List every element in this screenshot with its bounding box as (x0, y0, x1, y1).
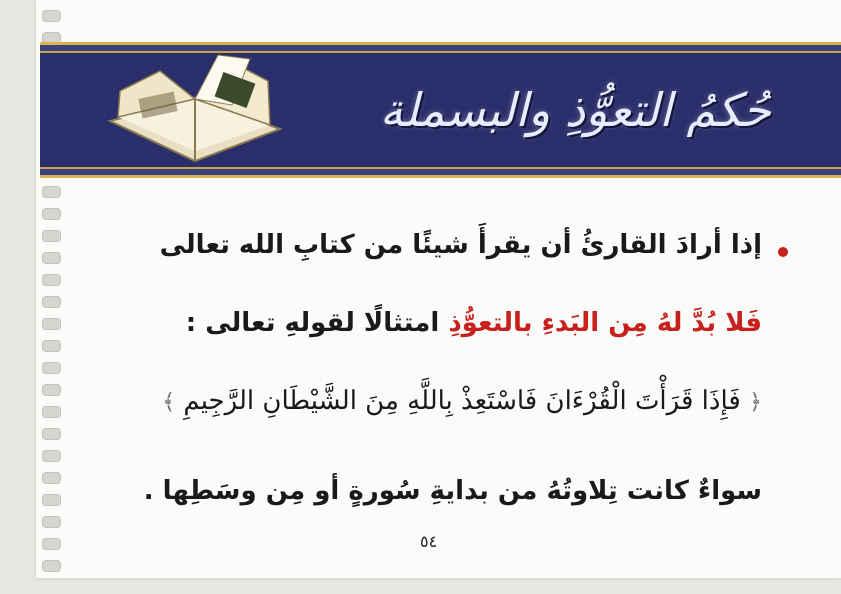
open-quran-book-icon (100, 51, 290, 171)
text-line-4: سواءٌ كانت تِلاوتُهُ من بدايةِ سُورةٍ أو مِن وسَطِها . (143, 476, 762, 506)
verse-ornament-icon: ﴿ (749, 390, 762, 415)
text-line-1: إذا أرادَ القارئُ أن يقرأَ شيئًا من كتابِ الله تعالى (159, 230, 762, 260)
highlighted-phrase: فَلا بُدَّ لهُ مِن البَدءِ بالتعوُّذِ (448, 308, 762, 338)
verse-ornament-icon: ﴾ (162, 390, 176, 415)
title-banner (40, 42, 841, 178)
verse-text: فَإِذَا قَرَأْتَ الْقُرْءَانَ فَاسْتَعِذْ بِاللَّهِ مِنَ الشَّيْطَانِ الرَّجِيمِ (183, 386, 741, 416)
text-line-2-rest: امتثالًا لقولهِ تعالى : (185, 308, 440, 338)
bullet-icon (778, 247, 788, 257)
page-number: ٥٤ (420, 532, 438, 551)
page-title: حُكمُ التعوُّذِ والبسملة (379, 83, 771, 137)
text-line-2 (186, 308, 762, 338)
quran-verse (162, 386, 762, 416)
